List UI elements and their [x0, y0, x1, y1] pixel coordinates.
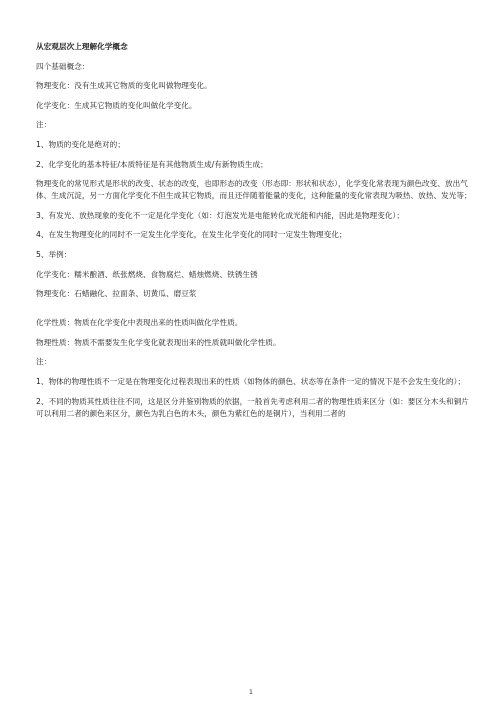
- paragraph: 化学变化：糯米酿酒、纸张燃烧、食物腐烂、蜡烛燃烧、铁锈生锈: [36, 269, 258, 279]
- paragraph: 化学性质：物质在化学变化中表现出来的性质叫做化学性质。: [36, 318, 243, 328]
- paragraph: 4、在发生物理变化的同时不一定发生化学变化，在发生化学变化的同时一定发生物理变化；: [36, 230, 347, 240]
- paragraph: 物理变化：石蜡融化、拉面条、切黄瓜、磨豆浆: [36, 289, 197, 299]
- paragraph: 2、不同的物质其性质往往不同，这是区分并鉴别物质的依据，一般首先考虑利用二者的物理性质来区分（如：要区分木头和铜片可以利用二者的颜色来区分，颜色为乳白色的木头，颜色为紫红色的是铜片），当利用二者的: [36, 396, 469, 418]
- paragraph: 物理性质：物质不需要发生化学变化就表现出来的性质就叫做化学性质。: [36, 337, 281, 347]
- paragraph: 5、举例：: [36, 249, 72, 259]
- page-number: 1: [248, 688, 254, 696]
- document-body: [36, 41, 472, 427]
- paragraph: 注：: [36, 357, 52, 367]
- paragraph: 1、物体的物理性质不一定是在物理变化过程表现出来的性质（如物体的颜色、状态等在条件一定的情况下是不会发生变化的）；: [36, 376, 466, 386]
- paragraph: 四个基础概念：: [36, 61, 90, 71]
- paragraph: 物理变化：没有生成其它物质的变化叫做物理变化。: [36, 81, 212, 91]
- paragraph: 物理变化的常见形式是形状的改变、状态的改变，也即形态的改变（形态即：形状和状态），化学变化常表现为颜色改变、放出气体、生成沉淀，另一方面化学变化不但生成其它物质，而且还伴随着能量的变化，这种能量的变化常表现为吸热、放热、发光等；: [36, 179, 472, 201]
- paragraph: 化学变化：生成其它物质的变化叫做化学变化。: [36, 100, 197, 110]
- document-title: 从宏观层次上理解化学概念: [36, 42, 128, 51]
- paragraph: 3、有发光、放热现象的变化不一定是化学变化（如：灯泡发光是电能转化成光能和内能，因此是物理变化）；: [36, 210, 404, 220]
- paragraph: 1、物质的变化是绝对的；: [36, 139, 125, 149]
- paragraph: 2、化学变化的基本特征/本质特征是有其他物质生成/有新物质生成；: [36, 159, 268, 169]
- paragraph: 注：: [36, 120, 52, 130]
